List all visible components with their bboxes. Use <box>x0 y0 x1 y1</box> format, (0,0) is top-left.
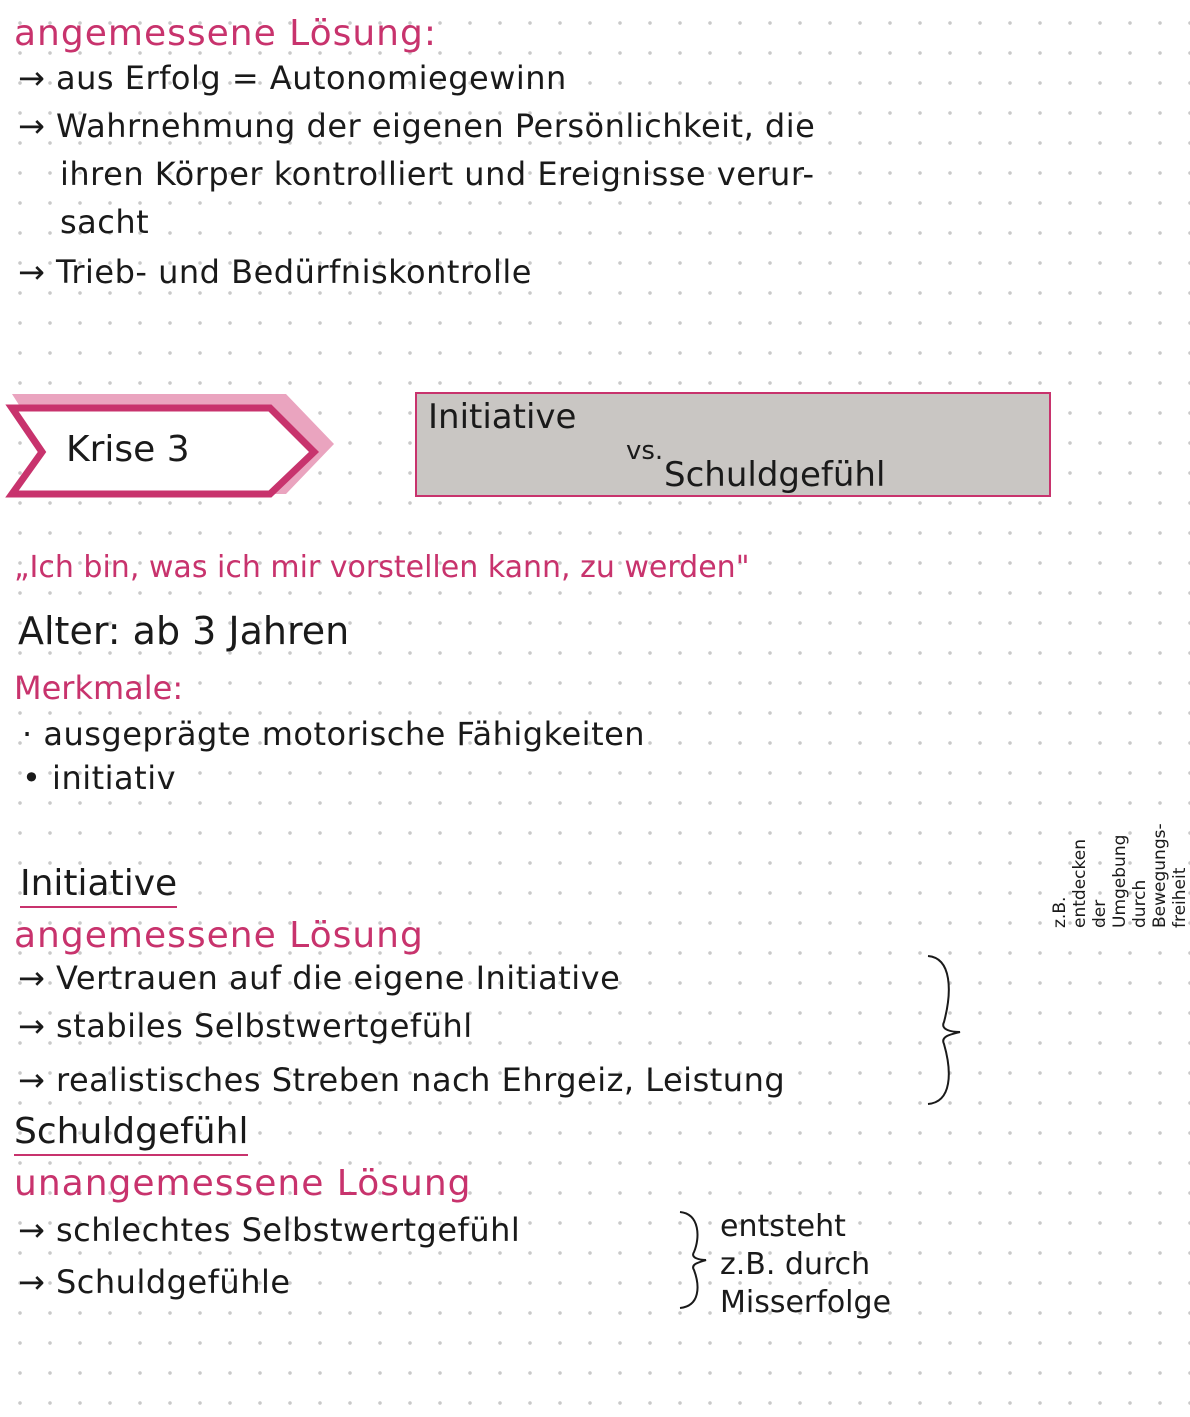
initiative-heading <box>20 863 178 904</box>
guilt-heading <box>14 1111 249 1152</box>
crisis-label: Krise 3 <box>66 429 190 470</box>
curly-brace-icon <box>672 1208 712 1312</box>
list-item: → Wahrnehmung der eigenen Persönlichkeit, die <box>18 107 816 145</box>
list-item: → Schuldgefühle <box>18 1263 291 1301</box>
side-note-line: z.B. entdecken <box>1050 839 1090 928</box>
list-item: → schlechtes Selbstwertgefühl <box>18 1211 521 1249</box>
initiative-subheading: angemessene Lösung <box>14 915 424 956</box>
guilt-subheading: unangemessene Lösung <box>14 1163 472 1204</box>
feature-item: • initiativ <box>22 759 177 797</box>
side-note-line: Misserfolge <box>720 1285 892 1320</box>
side-note-line: z.B. durch <box>720 1247 871 1282</box>
side-note-line: durch Bewegungs- <box>1130 823 1170 928</box>
side-note-initiative <box>1050 823 1190 928</box>
features-heading: Merkmale: <box>14 669 184 707</box>
side-note-line: der Umgebung <box>1090 834 1130 928</box>
list-item: → Trieb- und Bedürfniskontrolle <box>18 253 532 291</box>
side-note-line: freiheit <box>1170 867 1190 928</box>
initiative-heading-text: Initiative <box>20 863 177 908</box>
title-initiative: Initiative <box>428 397 577 437</box>
age: Alter: ab 3 Jahren <box>18 609 350 653</box>
list-item: ihren Körper kontrolliert und Ereignisse verur- <box>60 155 815 193</box>
section-heading: angemessene Lösung: <box>14 13 437 54</box>
list-item: → realistisches Streben nach Ehrgeiz, Leistung <box>18 1061 786 1099</box>
list-item: → aus Erfolg = Autonomiegewinn <box>18 59 567 97</box>
feature-item: · ausgeprägte motorische Fähigkeiten <box>22 715 646 753</box>
curly-brace-icon <box>922 952 966 1108</box>
quote: „Ich bin, was ich mir vorstellen kann, zu werden" <box>14 550 750 585</box>
side-note-line: entsteht <box>720 1209 846 1244</box>
title-vs: vs. <box>626 436 664 466</box>
guilt-heading-text: Schuldgefühl <box>14 1111 248 1156</box>
list-item: sacht <box>60 203 150 241</box>
title-schuldgefuehl: Schuldgefühl <box>664 455 886 495</box>
list-item: → stabiles Selbstwertgefühl <box>18 1007 473 1045</box>
list-item: → Vertrauen auf die eigene Initiative <box>18 959 621 997</box>
